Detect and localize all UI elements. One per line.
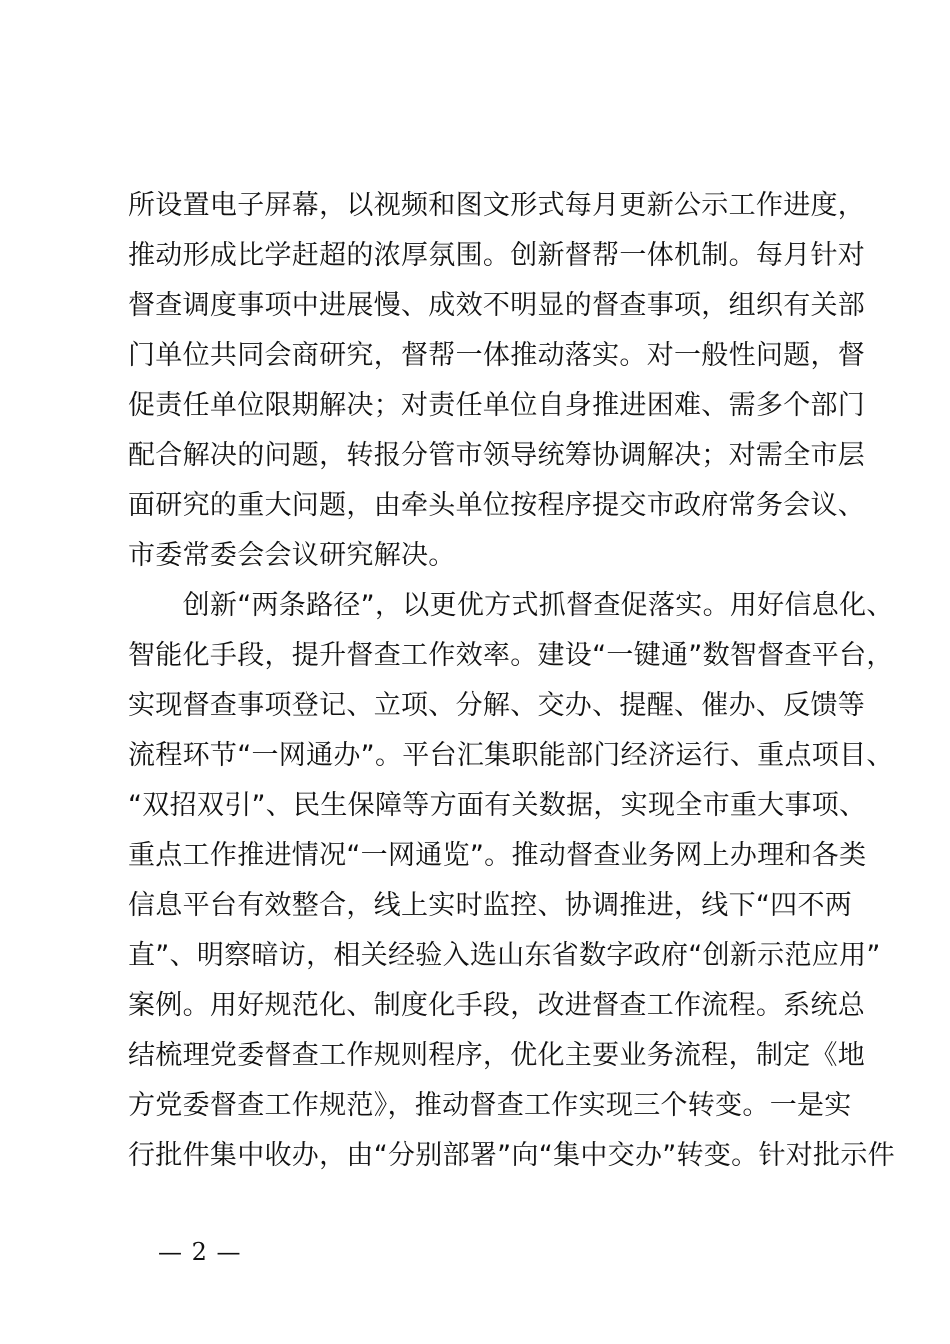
- text-line: 行批件集中收办，由“分别部署”向“集中交办”转变。针对批示件: [128, 1140, 895, 1171]
- text-line: 流程环节“一网通办”。平台汇集职能部门经济运行、重点项目、: [128, 740, 894, 771]
- text-line: 市委常委会会议研究解决。: [128, 540, 456, 571]
- text-line: “双招双引”、民生保障等方面有关数据，实现全市重大事项、: [128, 790, 867, 821]
- text-line: 重点工作推进情况“一网通览”。推动督查业务网上办理和各类: [128, 840, 867, 871]
- text-line: 促责任单位限期解决；对责任单位自身推进困难、需多个部门: [128, 390, 866, 421]
- text-line: 结梳理党委督查工作规则程序，优化主要业务流程，制定《地: [128, 1040, 866, 1071]
- text-line: 面研究的重大问题，由牵头单位按程序提交市政府常务会议、: [128, 490, 866, 521]
- text-line: 推动形成比学赶超的浓厚氛围。创新督帮一体机制。每月针对: [128, 240, 866, 271]
- text-line: 直”、明察暗访，相关经验入选山东省数字政府“创新示范应用”: [128, 940, 881, 971]
- text-line: 智能化手段，提升督查工作效率。建设“一键通”数智督查平台，: [128, 640, 894, 671]
- text-line: 所设置电子屏幕，以视频和图文形式每月更新公示工作进度，: [128, 190, 866, 221]
- text-line: 创新“两条路径”，以更优方式抓督查促落实。用好信息化、: [128, 590, 894, 621]
- text-line: 配合解决的问题，转报分管市领导统筹协调解决；对需全市层: [128, 440, 866, 471]
- text-line: 方党委督查工作规范》，推动督查工作实现三个转变。一是实: [128, 1090, 852, 1121]
- text-line: 信息平台有效整合，线上实时监控、协调推进，线下“四不两: [128, 890, 853, 921]
- text-line: 门单位共同会商研究，督帮一体推动落实。对一般性问题，督: [128, 340, 866, 371]
- text-line: 督查调度事项中进展慢、成效不明显的督查事项，组织有关部: [128, 290, 866, 321]
- page-number: — 2 —: [158, 1238, 242, 1266]
- text-line: 案例。用好规范化、制度化手段，改进督查工作流程。系统总: [128, 990, 866, 1021]
- text-line: 实现督查事项登记、立项、分解、交办、提醒、催办、反馈等: [128, 690, 866, 721]
